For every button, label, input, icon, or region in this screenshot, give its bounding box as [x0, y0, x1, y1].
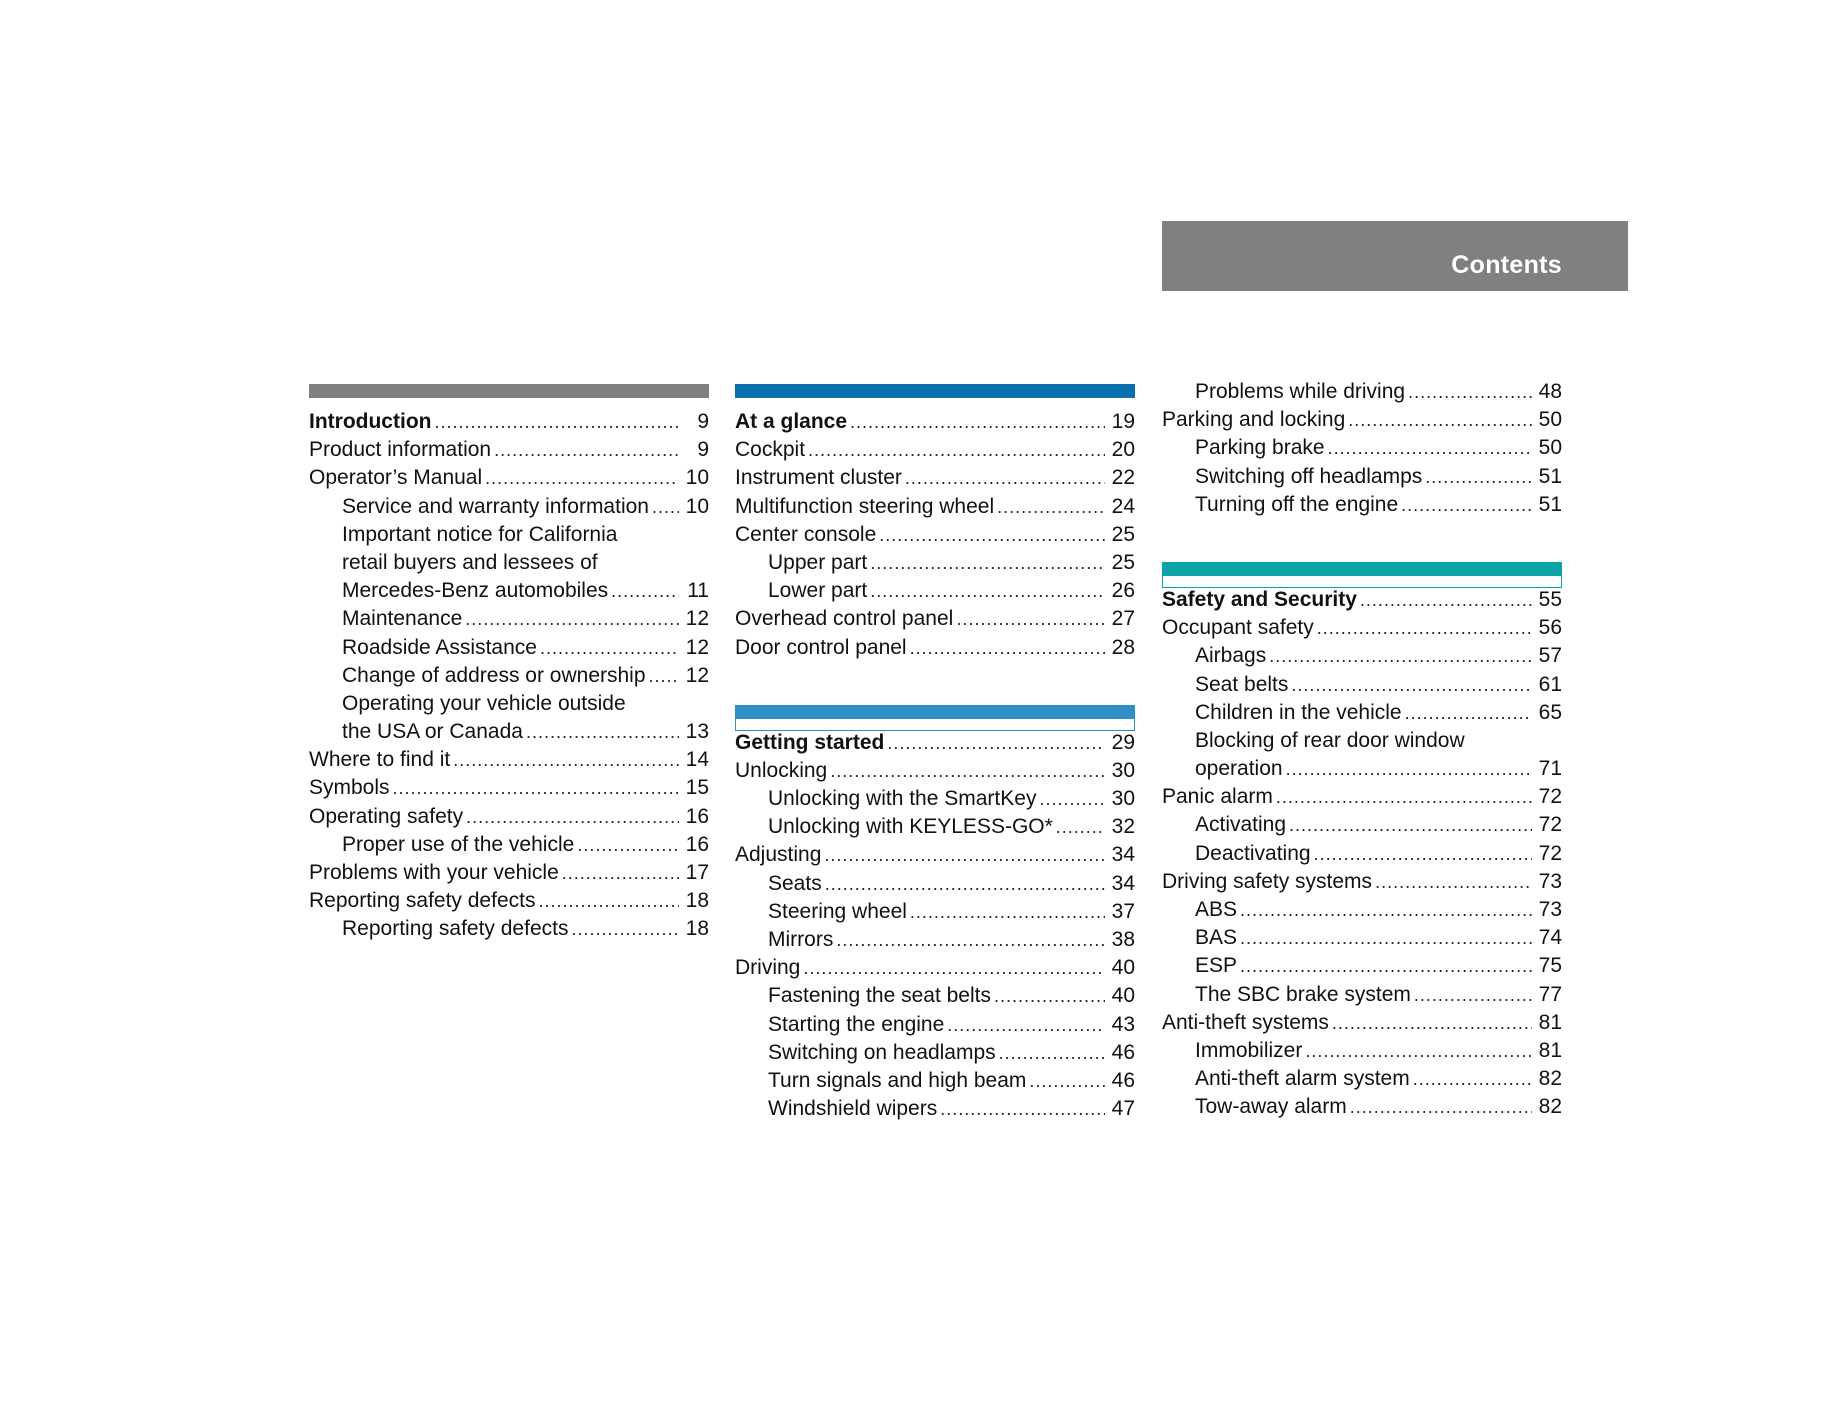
toc-entry-label: Switching on headlamps	[768, 1040, 996, 1064]
dot-leader	[824, 841, 1105, 869]
toc-page-number: 17	[685, 861, 709, 884]
dot-leader	[1305, 1037, 1532, 1065]
toc-page-number: 34	[1111, 871, 1135, 895]
toc-page-number: 82	[1538, 1095, 1562, 1119]
toc-entry[interactable]	[1162, 755, 1562, 783]
toc-entry[interactable]	[735, 1039, 1135, 1067]
toc-column-1	[309, 384, 709, 944]
toc-entry[interactable]	[309, 493, 709, 521]
toc-page-number: 51	[1538, 492, 1562, 516]
toc-entry[interactable]	[1162, 783, 1562, 811]
dot-leader	[1039, 785, 1105, 813]
toc-entry-label: Anti-theft alarm system	[1195, 1067, 1410, 1091]
toc-entry-label: Operating safety	[309, 804, 464, 828]
toc-page-number: 48	[1538, 380, 1562, 403]
toc-entry[interactable]	[735, 464, 1135, 492]
toc-entry-label: Upper part	[768, 550, 868, 574]
toc-entry[interactable]	[735, 1011, 1135, 1039]
toc-entry-label: operation	[1195, 757, 1283, 781]
dot-leader	[999, 1039, 1105, 1067]
toc-entry[interactable]	[735, 813, 1135, 841]
toc-entry[interactable]	[1162, 434, 1562, 462]
toc-page-number: 61	[1538, 672, 1562, 696]
dot-leader	[1240, 896, 1532, 924]
dot-leader	[540, 634, 679, 662]
dot-leader	[393, 774, 679, 802]
toc-page-number: 74	[1538, 926, 1562, 950]
toc-page-number: 27	[1111, 607, 1135, 631]
dot-leader	[1401, 491, 1532, 519]
toc-entry[interactable]	[1162, 491, 1562, 519]
dot-leader	[850, 408, 1105, 436]
toc-entry[interactable]	[735, 634, 1135, 662]
toc-entry[interactable]	[309, 634, 709, 662]
toc-page-number: 26	[1111, 579, 1135, 603]
dot-leader	[1276, 783, 1532, 811]
toc-entry-label: Change of address or ownership	[342, 663, 646, 687]
page-title: Contents	[1451, 251, 1562, 279]
dot-leader	[1240, 924, 1532, 952]
section-color-bar	[735, 705, 1135, 731]
toc-page-number: 71	[1538, 757, 1562, 781]
toc-entry[interactable]	[309, 915, 709, 943]
toc-entry[interactable]	[1162, 699, 1562, 727]
toc-section-heading[interactable]	[735, 408, 1135, 436]
toc-page-number: 81	[1538, 1010, 1562, 1034]
toc-entry-label: Activating	[1195, 813, 1287, 837]
dot-leader	[1240, 952, 1532, 980]
toc-page-number: 38	[1111, 928, 1135, 951]
dot-leader	[1425, 463, 1532, 491]
dot-leader	[466, 803, 679, 831]
dot-leader	[910, 634, 1105, 662]
toc-entry-label: Roadside Assistance	[342, 635, 537, 659]
toc-entry-label: Unlocking with the SmartKey	[768, 787, 1037, 811]
dot-leader	[652, 493, 679, 521]
toc-entry-label: retail buyers and lessees of	[342, 550, 598, 574]
toc-entry-label: Panic alarm	[1162, 785, 1273, 809]
dot-leader	[649, 662, 679, 690]
toc-page-number: 16	[685, 832, 709, 856]
toc-entry-label: Operating your vehicle outside	[342, 691, 626, 715]
toc-entry-label: The SBC brake system	[1195, 982, 1411, 1006]
toc-entry-label: Switching off headlamps	[1195, 464, 1423, 488]
toc-entry[interactable]	[735, 577, 1135, 605]
toc-page-number: 25	[1111, 522, 1135, 546]
dot-leader	[947, 1011, 1105, 1039]
toc-entry-label: Lower part	[768, 579, 868, 603]
toc-entry[interactable]	[1162, 896, 1562, 924]
toc-entry-label: Getting started	[735, 730, 885, 754]
toc-page-number: 12	[685, 607, 709, 631]
section-gap	[1162, 519, 1562, 562]
dot-leader	[825, 870, 1105, 898]
dot-leader	[577, 831, 679, 859]
toc-entry-label: Instrument cluster	[735, 466, 902, 490]
toc-page-number: 50	[1538, 408, 1562, 432]
toc-section-heading[interactable]	[1162, 586, 1562, 614]
toc-entry-label: Overhead control panel	[735, 607, 954, 631]
toc-page-number: 14	[685, 748, 709, 772]
toc-page-number: 15	[685, 776, 709, 800]
toc-section-heading[interactable]	[309, 408, 709, 436]
toc-page-number: 25	[1111, 550, 1135, 574]
toc-entry[interactable]	[1162, 868, 1562, 896]
dot-leader	[571, 915, 679, 943]
toc-entry[interactable]	[309, 718, 709, 746]
dot-leader	[1029, 1067, 1105, 1095]
dot-leader	[562, 859, 679, 887]
toc-entry[interactable]	[1162, 811, 1562, 839]
toc-entry[interactable]	[1162, 1065, 1562, 1093]
toc-page-number: 55	[1538, 587, 1562, 611]
toc-entry-label: Safety and Security	[1162, 587, 1357, 611]
toc-column-3	[1162, 378, 1562, 1122]
toc-page-number: 12	[685, 635, 709, 659]
dot-leader	[870, 549, 1105, 577]
toc-page-number: 56	[1538, 616, 1562, 640]
dot-leader	[808, 436, 1105, 464]
toc-entry-label: ESP	[1195, 954, 1238, 978]
toc-page-number: 18	[685, 889, 709, 913]
toc-entry[interactable]	[309, 549, 709, 577]
dot-leader	[1360, 586, 1532, 614]
toc-page-number: 10	[685, 466, 709, 490]
toc-page-number: 9	[697, 438, 709, 462]
toc-page-number: 12	[685, 663, 709, 687]
toc-page-number: 30	[1111, 787, 1135, 811]
toc-page-number: 73	[1538, 898, 1562, 921]
toc-section-heading[interactable]	[735, 729, 1135, 757]
dot-leader	[1056, 813, 1105, 841]
toc-entry-label: Deactivating	[1195, 841, 1311, 865]
toc-entry[interactable]	[735, 1067, 1135, 1095]
toc-page-number: 19	[1111, 410, 1135, 433]
toc-page-number: 73	[1538, 869, 1562, 893]
toc-page-number: 40	[1111, 984, 1135, 1008]
toc-page-number: 81	[1538, 1038, 1562, 1062]
toc-entry[interactable]	[309, 577, 709, 605]
toc-entry[interactable]	[735, 521, 1135, 549]
dot-leader	[1405, 699, 1532, 727]
dot-leader	[485, 464, 679, 492]
contents-header-tab	[1162, 221, 1628, 291]
toc-entry[interactable]	[1162, 614, 1562, 642]
dot-leader	[1414, 981, 1532, 1009]
dot-leader	[1332, 1009, 1532, 1037]
toc-entry-label: Occupant safety	[1162, 616, 1314, 640]
toc-entry[interactable]	[309, 774, 709, 802]
toc-entry-label: Windshield wipers	[768, 1097, 938, 1121]
dot-leader	[870, 577, 1105, 605]
toc-entry-label: Adjusting	[735, 843, 822, 867]
toc-entry-label: Turn signals and high beam	[768, 1068, 1027, 1092]
toc-entry[interactable]	[309, 746, 709, 774]
toc-page-number: 46	[1111, 1040, 1135, 1064]
toc-page-number: 40	[1111, 956, 1135, 980]
toc-entry-label: Anti-theft systems	[1162, 1010, 1329, 1034]
dot-leader	[879, 521, 1105, 549]
toc-entry-label: Door control panel	[735, 635, 907, 659]
toc-entry[interactable]	[1162, 1037, 1562, 1065]
dot-leader	[1269, 642, 1532, 670]
toc-entry-label: Cockpit	[735, 438, 806, 462]
toc-entry[interactable]	[735, 954, 1135, 982]
toc-page-number: 47	[1111, 1097, 1135, 1121]
toc-entry[interactable]	[309, 521, 709, 549]
toc-entry-label: Steering wheel	[768, 899, 907, 923]
toc-entry[interactable]	[735, 605, 1135, 633]
toc-entry[interactable]	[1162, 642, 1562, 670]
toc-page-number: 46	[1111, 1068, 1135, 1092]
toc-entry-label: Problems while driving	[1195, 380, 1406, 403]
toc-entry[interactable]	[309, 464, 709, 492]
toc-page-number: 32	[1111, 815, 1135, 839]
dot-leader	[453, 746, 679, 774]
toc-entry-label: BAS	[1195, 926, 1238, 950]
dot-leader	[611, 577, 679, 605]
toc-page-number: 72	[1538, 785, 1562, 809]
toc-entry[interactable]	[735, 870, 1135, 898]
dot-leader	[910, 898, 1105, 926]
toc-page-number: 20	[1111, 438, 1135, 462]
toc-entry[interactable]	[1162, 406, 1562, 434]
toc-page-number: 34	[1111, 843, 1135, 867]
toc-page-number: 57	[1538, 644, 1562, 668]
toc-entry[interactable]	[309, 831, 709, 859]
dot-leader	[1317, 614, 1532, 642]
toc-entry[interactable]	[735, 549, 1135, 577]
toc-page-number: 37	[1111, 899, 1135, 923]
toc-entry[interactable]	[1162, 1009, 1562, 1037]
dot-leader	[526, 718, 679, 746]
toc-entry-label: Problems with your vehicle	[309, 861, 559, 884]
toc-entry-label: Starting the engine	[768, 1012, 945, 1036]
toc-entry[interactable]	[1162, 671, 1562, 699]
toc-entry-label: Multifunction steering wheel	[735, 494, 995, 518]
dot-leader	[1348, 406, 1532, 434]
toc-entry-label: Seat belts	[1195, 672, 1289, 696]
toc-entry[interactable]	[1162, 1093, 1562, 1121]
toc-entry-label: Important notice for California	[342, 522, 618, 546]
toc-page-number: 51	[1538, 464, 1562, 488]
dot-leader	[836, 926, 1105, 954]
toc-entry[interactable]	[735, 926, 1135, 954]
toc-entry-label: Service and warranty information	[342, 494, 649, 518]
toc-page-number: 72	[1538, 841, 1562, 865]
dot-leader	[538, 887, 679, 915]
toc-page-number: 50	[1538, 436, 1562, 460]
section-color-bar	[309, 384, 709, 398]
toc-entry-label: Operator’s Manual	[309, 466, 483, 490]
toc-entry-label: Introduction	[309, 410, 432, 433]
toc-page-number: 65	[1538, 700, 1562, 724]
toc-entry[interactable]	[309, 859, 709, 887]
toc-entry-label: Reporting safety defects	[342, 917, 569, 941]
dot-leader	[1350, 1093, 1532, 1121]
toc-page-number: 10	[685, 494, 709, 518]
toc-entry-label: Parking and locking	[1162, 408, 1346, 432]
toc-entry[interactable]	[1162, 840, 1562, 868]
toc-entry[interactable]	[1162, 981, 1562, 1009]
toc-entry[interactable]	[735, 436, 1135, 464]
toc-entry-label: Airbags	[1195, 644, 1267, 668]
toc-page-number: 30	[1111, 758, 1135, 782]
toc-entry-label: Symbols	[309, 776, 390, 800]
toc-entry[interactable]	[309, 605, 709, 633]
toc-page-number: 82	[1538, 1067, 1562, 1091]
toc-entry-label: Driving	[735, 956, 801, 980]
toc-entry-label: Mirrors	[768, 928, 834, 951]
toc-page-number: 72	[1538, 813, 1562, 837]
toc-entry[interactable]	[735, 982, 1135, 1010]
toc-entry[interactable]	[309, 690, 709, 718]
toc-entry-label: Parking brake	[1195, 436, 1325, 460]
toc-entry[interactable]	[309, 436, 709, 464]
dot-leader	[465, 605, 679, 633]
toc-entry-label: Driving safety systems	[1162, 869, 1373, 893]
toc-entry-label: Center console	[735, 522, 877, 546]
toc-entry[interactable]	[735, 898, 1135, 926]
toc-entry-label: Maintenance	[342, 607, 463, 631]
toc-entry-label: Seats	[768, 871, 822, 895]
dot-leader	[830, 757, 1105, 785]
toc-page-number: 24	[1111, 494, 1135, 518]
toc-page-number: 13	[685, 720, 709, 744]
toc-entry[interactable]	[309, 662, 709, 690]
toc-column-2	[735, 384, 1135, 1123]
dot-leader	[1314, 840, 1532, 868]
toc-entry[interactable]	[1162, 727, 1562, 755]
toc-entry-label: Tow-away alarm	[1195, 1095, 1347, 1119]
dot-leader	[887, 729, 1105, 757]
toc-entry-label: Product information	[309, 438, 492, 462]
toc-entry[interactable]	[1162, 924, 1562, 952]
toc-entry[interactable]	[309, 803, 709, 831]
dot-leader	[803, 954, 1105, 982]
toc-entry[interactable]	[735, 841, 1135, 869]
toc-entry[interactable]	[1162, 378, 1562, 406]
dot-leader	[1328, 434, 1532, 462]
dot-leader	[434, 408, 679, 436]
dot-leader	[1286, 755, 1532, 783]
toc-entry-label: Proper use of the vehicle	[342, 832, 575, 856]
section-color-bar	[735, 384, 1135, 398]
toc-page-number: 18	[685, 917, 709, 941]
dot-leader	[956, 605, 1105, 633]
toc-entry-label: Where to find it	[309, 748, 451, 772]
dot-leader	[997, 493, 1105, 521]
toc-page-number: 77	[1538, 982, 1562, 1006]
toc-entry-label: Unlocking	[735, 758, 828, 782]
toc-entry-label: Turning off the engine	[1195, 492, 1399, 516]
dot-leader	[1289, 811, 1532, 839]
toc-entry[interactable]	[309, 887, 709, 915]
toc-page-number: 43	[1111, 1012, 1135, 1036]
toc-entry-label: Unlocking with KEYLESS-GO*	[768, 815, 1053, 839]
toc-page-number: 75	[1538, 954, 1562, 978]
toc-entry[interactable]	[735, 1095, 1135, 1123]
toc-page-number: 11	[687, 579, 709, 603]
toc-entry-label: Immobilizer	[1195, 1038, 1303, 1062]
toc-entry-label: Children in the vehicle	[1195, 700, 1402, 724]
toc-entry[interactable]	[735, 493, 1135, 521]
toc-entry-label: Reporting safety defects	[309, 889, 536, 913]
toc-entry[interactable]	[1162, 952, 1562, 980]
dot-leader	[1291, 671, 1532, 699]
toc-entry[interactable]	[1162, 463, 1562, 491]
toc-entry-label: the USA or Canada	[342, 720, 523, 744]
section-gap	[735, 662, 1135, 705]
dot-leader	[994, 982, 1105, 1010]
toc-entry-label: ABS	[1195, 898, 1238, 921]
toc-entry-label: Fastening the seat belts	[768, 984, 991, 1008]
dot-leader	[1408, 378, 1532, 406]
dot-leader	[1413, 1065, 1532, 1093]
toc-page-number: 28	[1111, 635, 1135, 659]
dot-leader	[940, 1095, 1105, 1123]
dot-leader	[494, 436, 679, 464]
dot-leader	[905, 464, 1105, 492]
section-color-bar	[1162, 562, 1562, 588]
toc-entry-label: Mercedes-Benz automobiles	[342, 579, 609, 603]
toc-entry-label: Blocking of rear door window	[1195, 728, 1465, 752]
toc-page-number: 9	[697, 410, 709, 433]
toc-page-number: 29	[1111, 730, 1135, 754]
toc-page-number: 22	[1111, 466, 1135, 490]
dot-leader	[1375, 868, 1532, 896]
toc-entry[interactable]	[735, 757, 1135, 785]
toc-entry-label: At a glance	[735, 410, 848, 433]
toc-entry[interactable]	[735, 785, 1135, 813]
toc-page-number: 16	[685, 804, 709, 828]
